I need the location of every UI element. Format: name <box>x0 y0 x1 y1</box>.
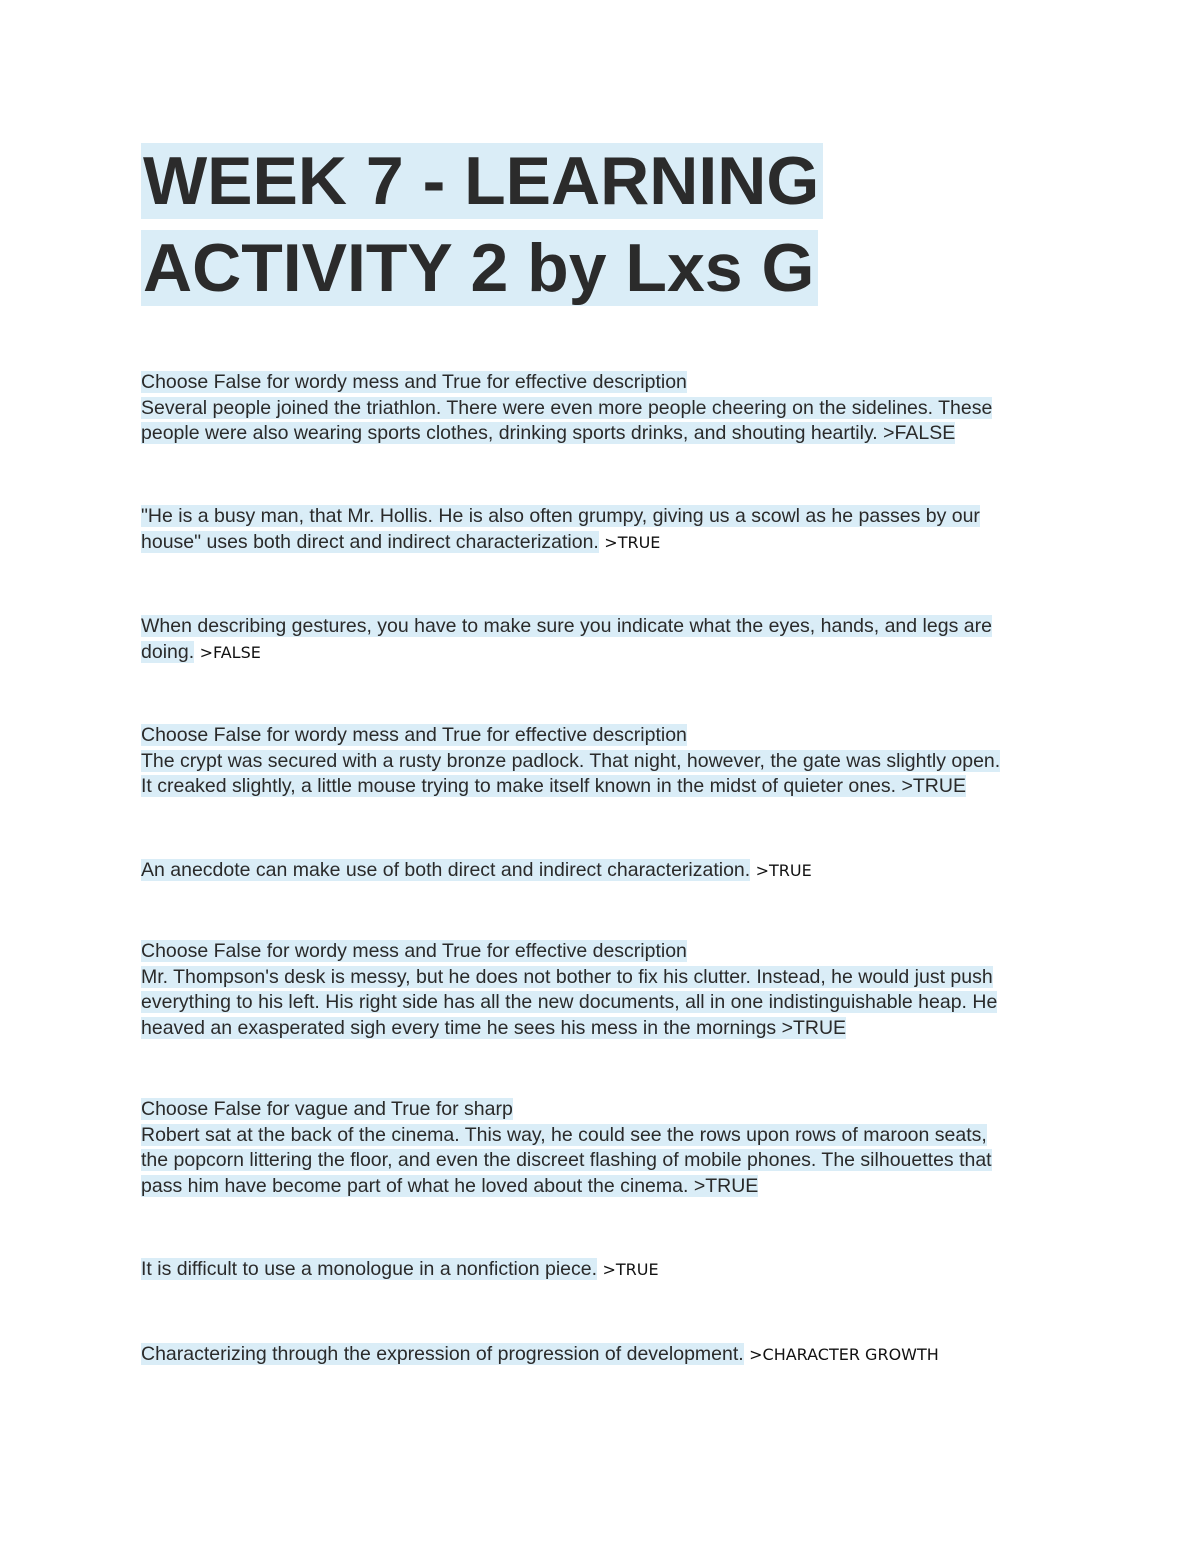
question-text-line: The crypt was secured with a rusty bronze padlock. That night, however, the gate was slightly open. <box>141 749 1001 772</box>
question-9 <box>141 1342 1141 1368</box>
answer-label: >TRUE <box>755 861 812 880</box>
question-text-line: It is difficult to use a monologue in a nonfiction piece. <box>141 1258 598 1280</box>
question-5 <box>141 858 1141 884</box>
question-7 <box>141 1097 1141 1199</box>
question-text-line: the popcorn littering the floor, and even the discreet flashing of mobile phones. The silhouettes that <box>141 1149 992 1171</box>
question-text-line: Characterizing through the expression of progression of development. <box>141 1343 744 1365</box>
question-text-line: heaved an exasperated sigh every time he sees his mess in the mornings >TRUE <box>141 1016 847 1039</box>
question-prompt: Choose False for wordy mess and True for effective description <box>141 724 687 746</box>
question-8 <box>141 1257 1141 1283</box>
question-1 <box>141 370 1141 447</box>
question-2 <box>141 504 1141 555</box>
answer-label: >FALSE <box>199 642 261 662</box>
question-text-line: Several people joined the triathlon. There were even more people cheering on the sidelines. These <box>141 396 993 419</box>
question-text-line: pass him have become part of what he loved about the cinema. >TRUE <box>141 1174 759 1197</box>
question-text-line: house" uses both direct and indirect characterization. <box>141 530 599 553</box>
question-text-line: everything to his left. His right side has all the new documents, all in one indistinguishable heap. He <box>141 991 998 1013</box>
question-text-line: Mr. Thompson's desk is messy, but he does not bother to fix his clutter. Instead, he would just push <box>141 965 993 988</box>
answer-label: >TRUE <box>604 532 661 552</box>
title-line-2: ACTIVITY 2 by Lxs G <box>141 230 818 306</box>
answer-label: >TRUE <box>602 1260 659 1279</box>
answer-label: >CHARACTER GROWTH <box>749 1345 939 1364</box>
question-text-line: people were also wearing sports clothes, drinking sports drinks, and shouting heartily. >FALSE <box>141 422 956 444</box>
question-text-line: When describing gestures, you have to make sure you indicate what the eyes, hands, and legs are <box>141 615 992 637</box>
page-title <box>141 138 1141 312</box>
question-6 <box>141 939 1141 1041</box>
question-text-line: It creaked slightly, a little mouse trying to make itself known in the midst of quieter ones. >TRUE <box>141 775 966 797</box>
question-text-line: doing. <box>141 640 195 663</box>
question-3 <box>141 614 1141 665</box>
question-prompt: Choose False for wordy mess and True for effective description <box>141 940 687 962</box>
question-text-line: An anecdote can make use of both direct and indirect characterization. <box>141 859 751 881</box>
question-prompt: Choose False for wordy mess and True for effective description <box>141 371 687 393</box>
question-text-line: Robert sat at the back of the cinema. This way, he could see the rows upon rows of maroon seats, <box>141 1123 987 1146</box>
question-prompt: Choose False for vague and True for sharp <box>141 1098 513 1120</box>
title-line-1: WEEK 7 - LEARNING <box>141 143 823 219</box>
question-text-line: "He is a busy man, that Mr. Hollis. He is also often grumpy, giving us a scowl as he passes by our <box>141 505 980 527</box>
question-4 <box>141 723 1141 800</box>
